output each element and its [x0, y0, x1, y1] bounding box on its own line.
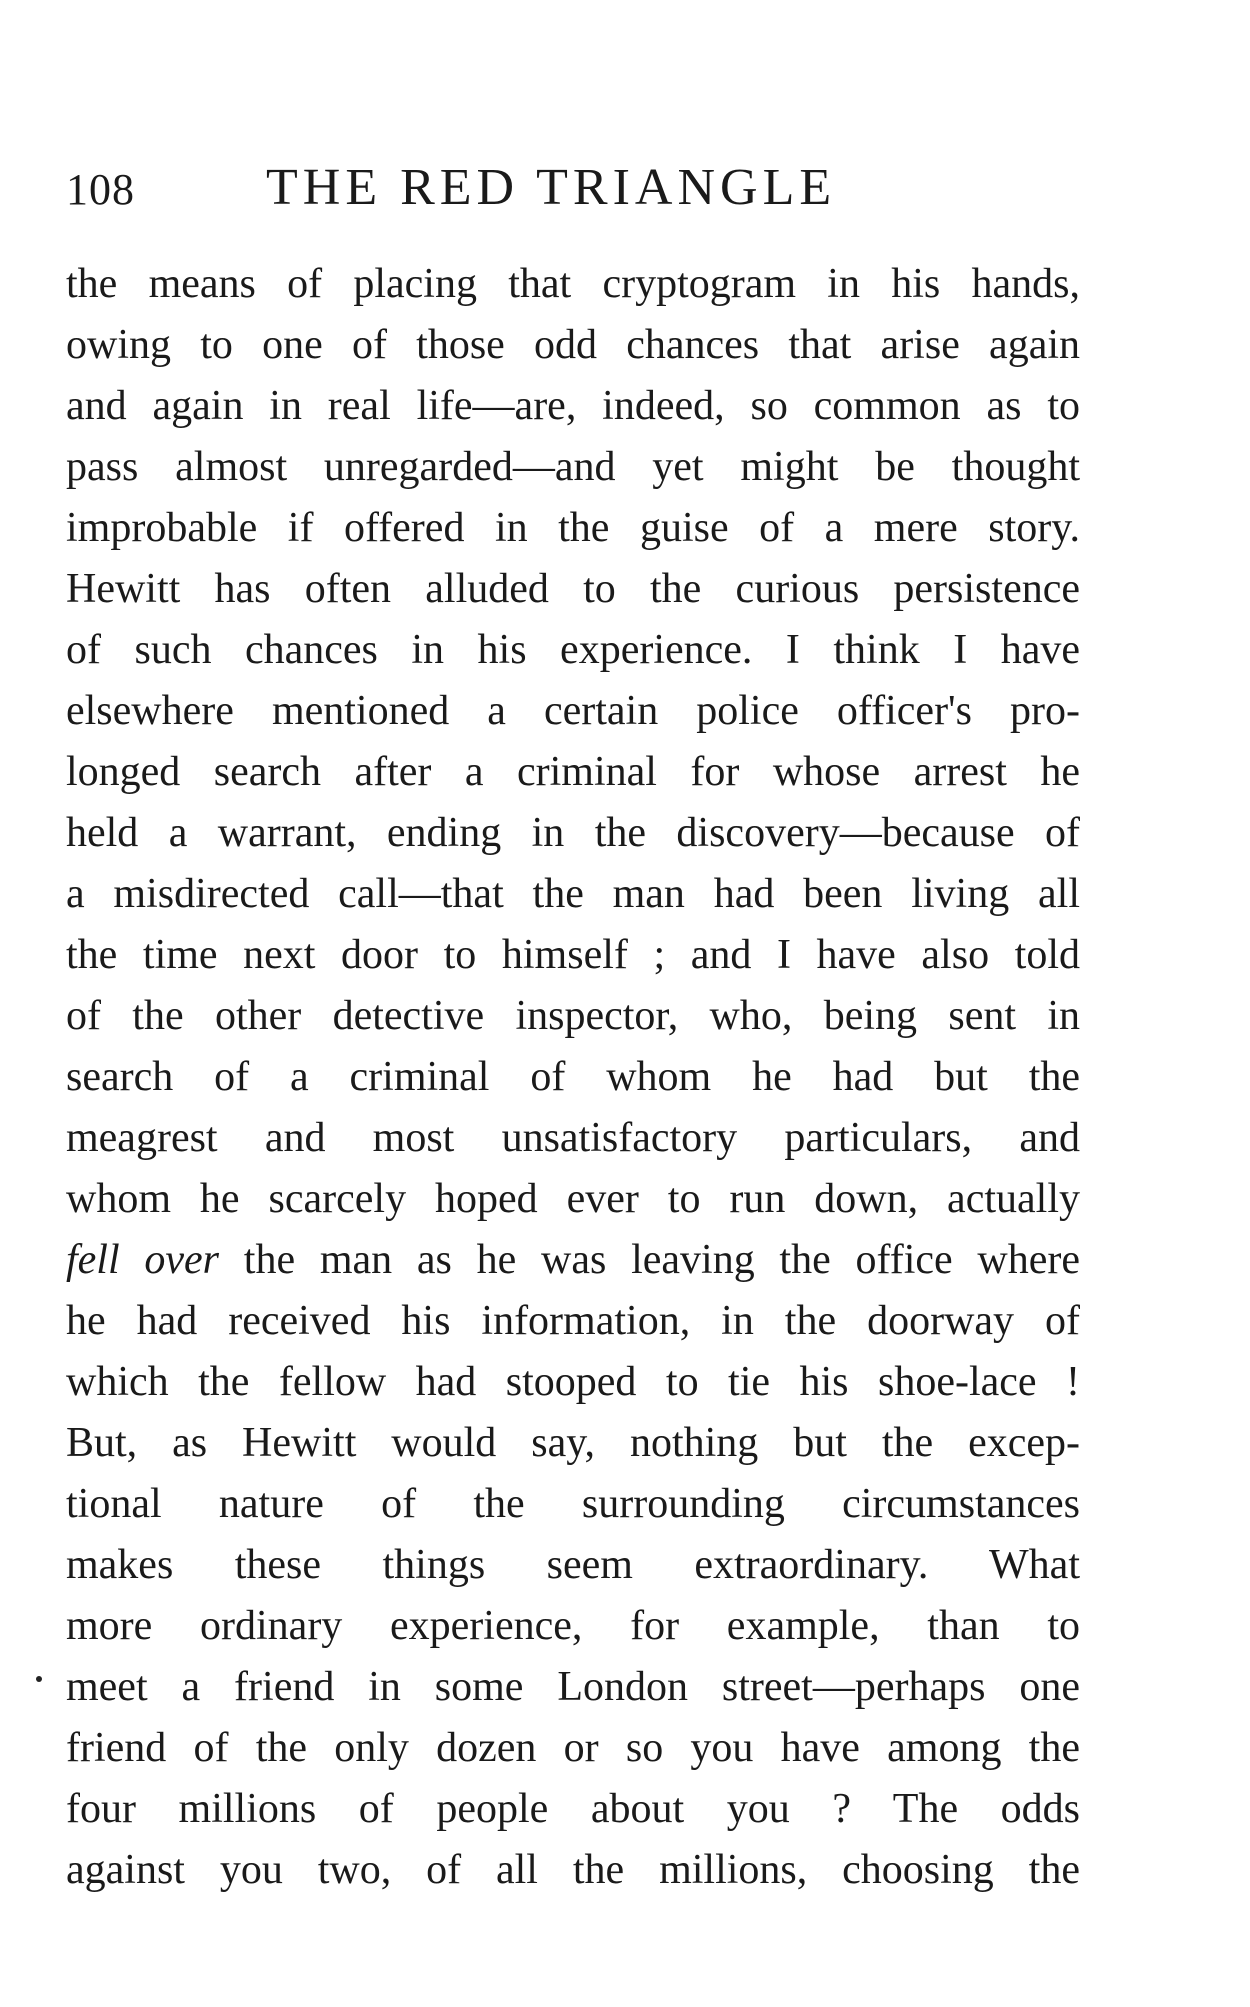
text-line: owing to one of those odd chances that arise again: [66, 322, 1080, 368]
line-remainder: the man as he was leaving the office where: [219, 1237, 1081, 1283]
text-line: tional nature of the surrounding circumstances: [66, 1481, 1080, 1527]
body-text: [66, 254, 1080, 1901]
text-line: four millions of people about you ? The odds: [66, 1786, 1080, 1832]
running-head: [66, 160, 1066, 220]
text-line: pass almost unregarded—and yet might be thought: [66, 444, 1080, 490]
text-line: of the other detective inspector, who, being sent in: [66, 993, 1080, 1039]
italic-phrase: fell over: [66, 1237, 220, 1283]
text-line: a misdirected call—that the man had been living all: [66, 871, 1080, 917]
text-line: he had received his information, in the doorway of: [66, 1298, 1080, 1344]
print-speck: [36, 1676, 42, 1682]
text-line: Hewitt has often alluded to the curious persistence: [66, 566, 1080, 612]
text-line: more ordinary experience, for example, than to: [66, 1603, 1080, 1649]
running-title: THE RED TRIANGLE: [266, 159, 837, 216]
page-number: 108: [66, 165, 135, 214]
text-line: whom he scarcely hoped ever to run down, actually: [66, 1176, 1080, 1222]
text-line: longed search after a criminal for whose arrest he: [66, 749, 1080, 795]
text-line: search of a criminal of whom he had but the: [66, 1054, 1080, 1100]
text-line: the time next door to himself ; and I have also told: [66, 932, 1080, 978]
text-line: against you two, of all the millions, choosing the: [66, 1847, 1080, 1893]
text-line: held a warrant, ending in the discovery—because of: [66, 810, 1080, 856]
text-line: [66, 1230, 1080, 1291]
text-line: meagrest and most unsatisfactory particulars, and: [66, 1115, 1080, 1161]
text-line: meet a friend in some London street—perhaps one: [66, 1664, 1080, 1710]
text-line: friend of the only dozen or so you have among the: [66, 1725, 1080, 1771]
text-line: makes these things seem extraordinary. What: [66, 1542, 1080, 1588]
text-line: But, as Hewitt would say, nothing but the excep-: [66, 1420, 1080, 1466]
text-line: improbable if offered in the guise of a mere story.: [66, 505, 1080, 551]
text-line: elsewhere mentioned a certain police officer's pro-: [66, 688, 1080, 734]
text-line: which the fellow had stooped to tie his shoe-lace !: [66, 1359, 1080, 1405]
text-line: of such chances in his experience. I think I have: [66, 627, 1080, 673]
text-line: and again in real life—are, indeed, so common as to: [66, 383, 1080, 429]
text-line: the means of placing that cryptogram in his hands,: [66, 261, 1080, 307]
